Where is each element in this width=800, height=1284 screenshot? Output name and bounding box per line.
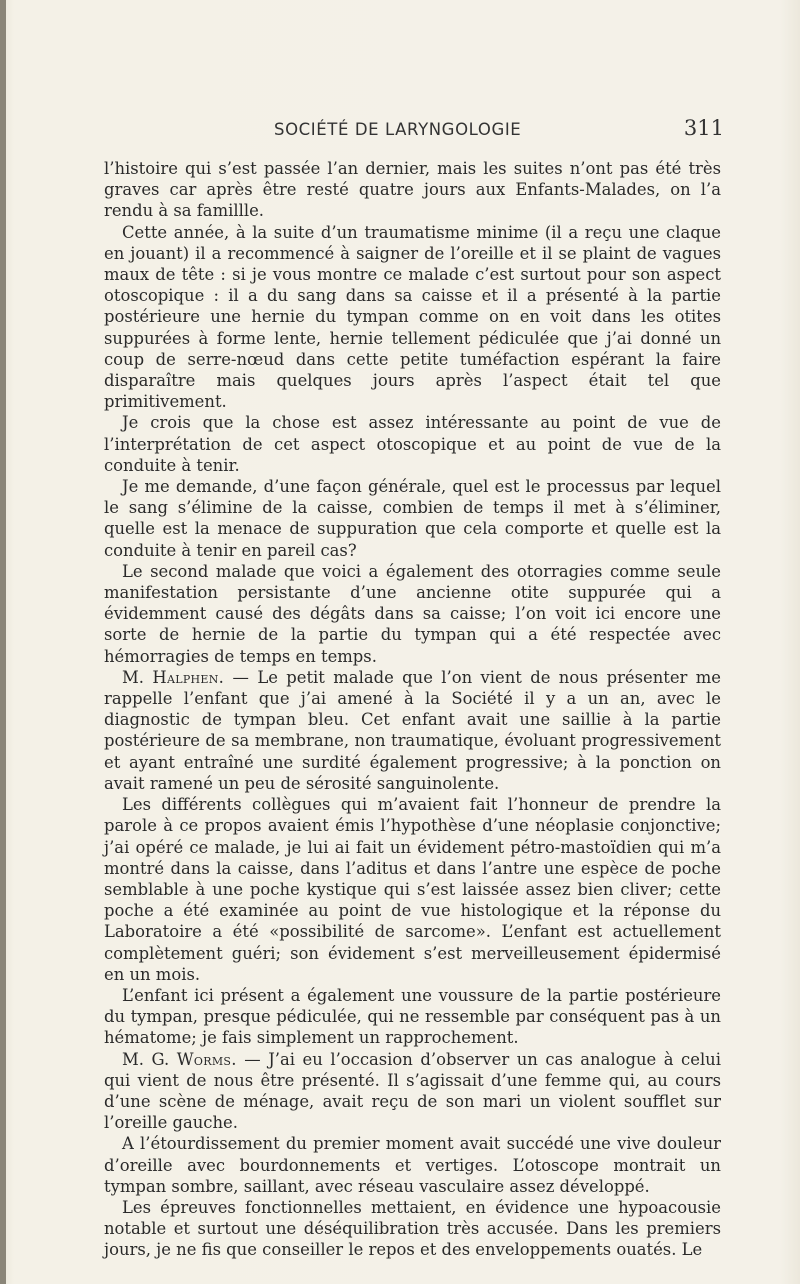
paragraph: Je crois que la chose est assez intéressante au point de vue de l’interprétation de cet aspect otoscopique et au point de vue de la conduite à tenir. xyxy=(104,413,721,475)
speech-text: — Le petit malade que l’on vient de nous présenter me rappelle l’enfant que j’ai amené à la Société il y a un an, avec le diagnostic de tympan bleu. Cet enfant avait une saillie à la partie postérieure de sa membrane, non traumatique, évoluant progressivement et ayant entraîné une surdité également progressive; à la ponction on avait ramené un peu de sérosité sanguinolente. xyxy=(104,667,722,793)
speech-worms xyxy=(104,1049,721,1134)
speech-halphen xyxy=(104,667,721,794)
paragraph: Les épreuves fonctionnelles mettaient, en évidence une hypoacousie notable et surtout une déséquilibration très accusée. Dans les premiers jours, je ne fis que conseiller le repos et des enveloppements ouatés. Le xyxy=(104,1197,721,1260)
paragraph: Cette année, à la suite d’un traumatisme minime (il a reçu une claque en jouant) il a recommencé à saigner de l’oreille et il se plaint de vagues maux de tête : si je vous montre ce malade c’est surtout pour son aspect otoscopique : il a du sang dans sa caisse et il a présenté à la partie postérieure une hernie du tympan comme on en voit dans les otites suppurées à forme lente, hernie tellement pédiculée que j’ai donné un coup de serre-nœud dans cette petite tuméfaction espérant la faire disparaître mais quelques jours après l’aspect était tel que primitivement. xyxy=(104,222,721,412)
running-head-title: SOCIÉTÉ DE LARYNGOLOGIE xyxy=(274,120,522,139)
body-text xyxy=(104,158,721,1261)
paragraph: l’histoire qui s’est passée l’an dernier, mais les suites n’ont pas été très graves car après être resté quatre jours aux Enfants-Malades, on l’a rendu à sa famillle. xyxy=(104,159,721,221)
speaker-name: Worms. xyxy=(176,1049,237,1069)
paragraph: Les différents collègues qui m’avaient fait l’honneur de prendre la parole à ce propos avaient émis l’hypothèse d’une néoplasie conjonctive; j’ai opéré ce malade, je lui ai fait un évidement pétro-mastoïdien qui m’a montré dans la caisse, dans l’aditus et dans l’antre une espèce de poche semblable à une poche kystique qui s’est laissée assez bien cliver; cette poche a été examinée au point de vue histologique et la réponse du Laboratoire a été «possibilité de sarcome». L’enfant est actuellement complètement guéri; son évidement s’est merveilleusement épidermisé en un mois. xyxy=(104,795,721,984)
running-head xyxy=(104,118,724,144)
paragraph: A l’étourdissement du premier moment avait succédé une vive douleur d’oreille avec bourdonnements et vertiges. L’otoscope montrait un tympan sombre, saillant, avec réseau vasculaire assez développé. xyxy=(104,1134,721,1196)
paragraph: Le second malade que voici a également des otorragies comme seule manifestation persistante d’une ancienne otite suppurée qui a évidemment causé des dégâts dans sa caisse; l’on voit ici encore une sorte de hernie de la partie du tympan qui a été respectée avec hémorragies de temps en temps. xyxy=(104,561,721,666)
speaker-name: Halphen. xyxy=(152,667,225,687)
paragraph: Je me demande, d’une façon générale, quel est le processus par lequel le sang s’élimine de la caisse, combien de temps il met à s’éliminer, quelle est la menace de suppuration que cela comporte et quelle est la conduite à tenir en pareil cas? xyxy=(104,477,721,560)
page-number: 311 xyxy=(683,116,724,140)
speaker-prefix: M. G. xyxy=(122,1049,177,1069)
speech-text: — J’ai eu l’occasion d’observer un cas analogue à celui qui vient de nous être présenté. Il s’agissait d’une femme qui, au cours d’une scène de ménage, avait reçu de son mari un violent soufflet sur l’oreille gauche. xyxy=(104,1049,721,1133)
paragraph: L’enfant ici présent a également une voussure de la partie postérieure du tympan, presque pédiculée, qui ne ressemble par conséquent pas à un hématome; je fais simplement un rapprochement. xyxy=(104,985,721,1048)
speaker-prefix: M. xyxy=(122,667,153,687)
page-binding-edge xyxy=(0,0,6,1284)
